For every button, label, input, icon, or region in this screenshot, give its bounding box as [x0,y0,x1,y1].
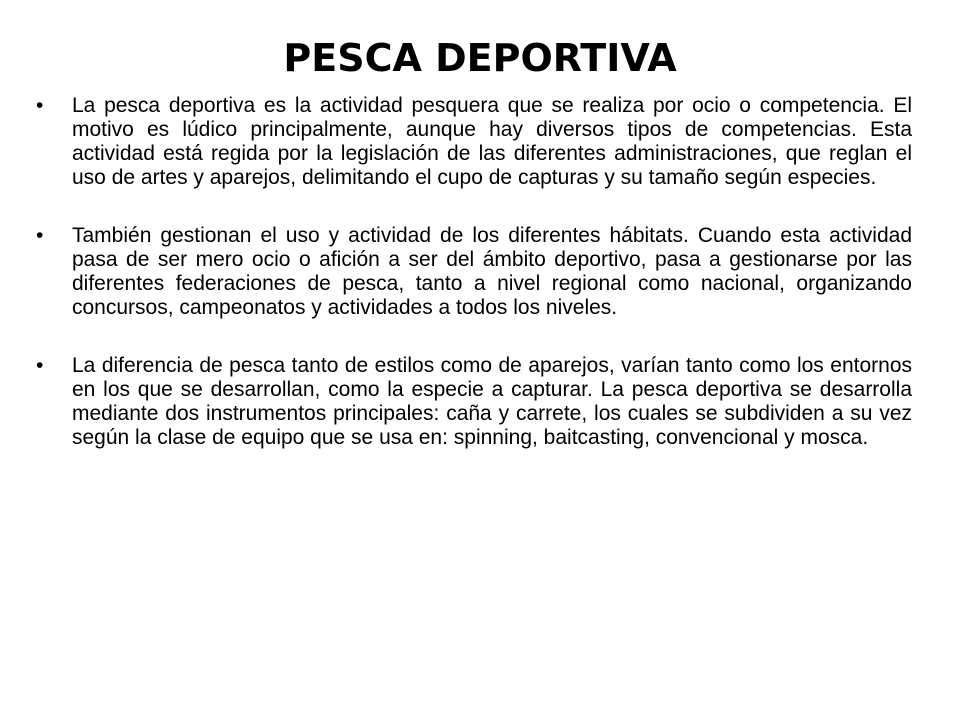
slide-title: PESCA DEPORTIVA [283,36,677,80]
bullet-text: La pesca deportiva es la actividad pesquera que se realiza por ocio o competencia. El motivo es lúdico principalmente, aunque hay diversos tipos de competencias. Esta actividad está regida por la legislación de las diferentes administraciones, que reglan el uso de artes y aparejos, delimitando el cupo de capturas y su tamaño según especies. [72,94,912,189]
bullet-marker: • [36,94,44,117]
bullet-marker: • [36,354,44,377]
bullet-text: También gestionan el uso y actividad de los diferentes hábitats. Cuando esta actividad pasa de ser mero ocio o afición a ser del ámbito deportivo, pasa a gestionarse por las diferentes federaciones de pesca, tanto a nivel regional como nacional, organizando concursos, campeonatos y actividades a todos los niveles. [72,224,912,319]
bullet-item [36,224,912,320]
bullet-list [36,94,912,484]
bullet-text: La diferencia de pesca tanto de estilos como de aparejos, varían tanto como los entornos en los que se desarrollan, como la especie a capturar. La pesca deportiva se desarrolla mediante dos instrumentos principales: caña y carrete, los cuales se subdividen a su vez según la clase de equipo que se usa en: spinning, baitcasting, convencional y mosca. [72,354,912,449]
bullet-item [36,354,912,450]
bullet-marker: • [36,224,44,247]
bullet-item [36,94,912,190]
